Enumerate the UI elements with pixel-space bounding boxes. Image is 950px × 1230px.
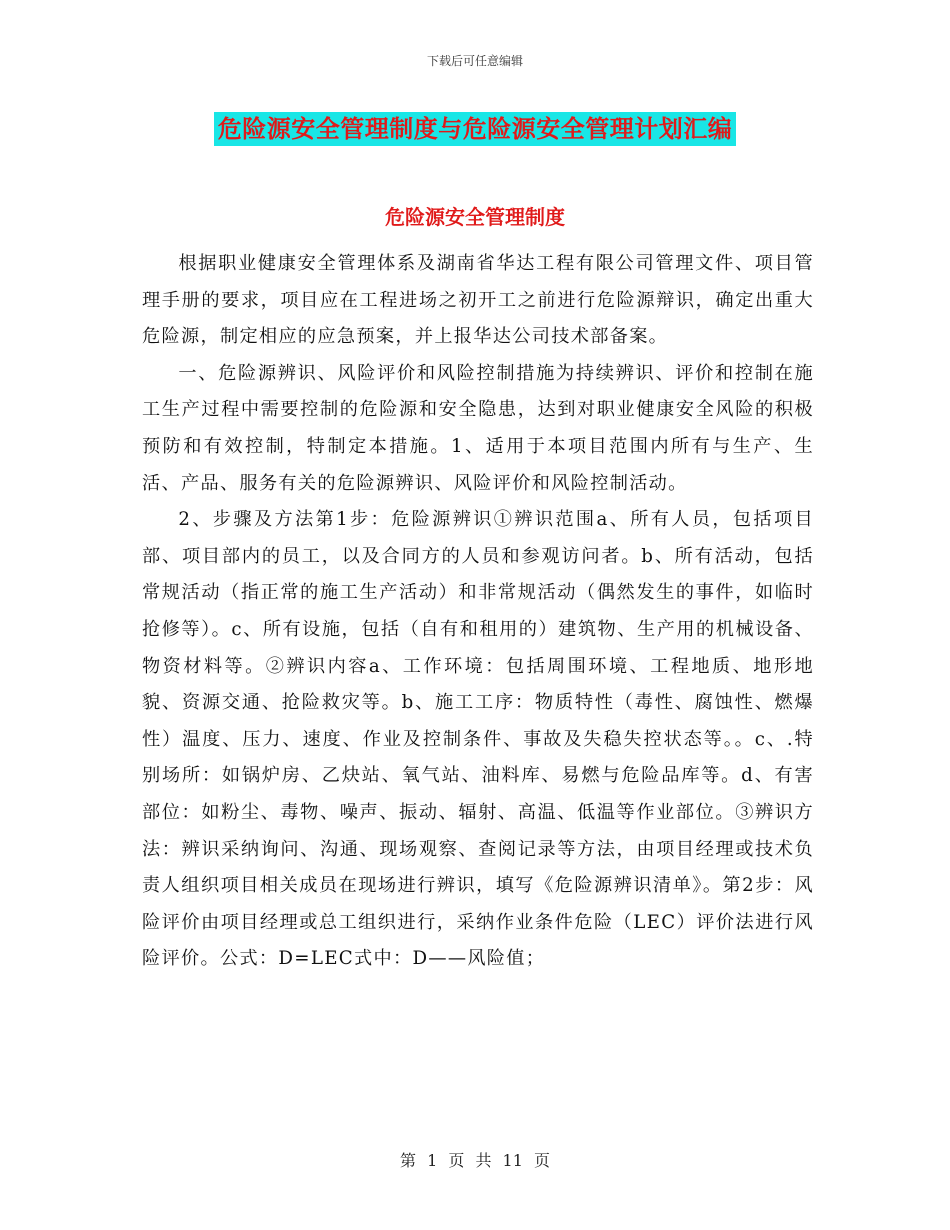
- main-title-container: [0, 112, 950, 146]
- paragraph-intro: 根据职业健康安全管理体系及湖南省华达工程有限公司管理文件、项目管理手册的要求，项目应在工程进场之初开工之前进行危险源辩识，确定出重大危险源，制定相应的应急预案，并上报华达公司技术部备案。: [142, 253, 814, 348]
- header-note: 下载后可任意编辑: [426, 54, 523, 68]
- paragraph-steps: 2、步骤及方法第1步：危险源辨识①辨识范围a、所有人员，包括项目部、项目部内的员工，以及合同方的人员和参观访问者。b、所有活动，包括常规活动（指正常的施工生产活动）和非常规活动（偶然发生的事件，如临时抢修等）。c、所有设施，包括（自有和租用的）建筑物、生产用的机械设备、物资材料等。②辨识内容a、工作环境：包括周围环境、工程地质、地形地貌、资源交通、抢险救灾等。b、施工工序：物质特性（毒性、腐蚀性、燃爆性）温度、压力、速度、作业及控制条件、事故及失稳失控状态等。。c、.特别场所：如锅炉房、乙炔站、氧气站、油料库、易燃与危险品库等。d、有害部位：如粉尘、毒物、噪声、振动、辐射、高温、低温等作业部位。③辨识方法：辨识采纳询问、沟通、现场观察、查阅记录等方法，由项目经理或技术负责人组织项目相关成员在现场进行辨识，填写《危险源辨识清单》。第2步：风险评价由项目经理或总工组织进行，采纳作业条件危险（LEC）评价法进行风险评价。公式：D=LEC式中：D——风险值；: [142, 509, 814, 970]
- document-title: 危险源安全管理制度与危险源安全管理计划汇编: [214, 112, 737, 146]
- paragraph-section-one: 一、危险源辨识、风险评价和风险控制措施为持续辨识、评价和控制在施工生产过程中需要控制的危险源和安全隐患，达到对职业健康安全风险的积极预防和有效控制，特制定本措施。1、适用于本项目范围内所有与生产、生活、产品、服务有关的危险源辨识、风险评价和风险控制活动。: [142, 362, 814, 494]
- section-title: 危险源安全管理制度: [385, 205, 565, 229]
- page-number-footer: 第 1 页 共 11 页: [400, 1151, 550, 1170]
- document-body: [142, 246, 814, 978]
